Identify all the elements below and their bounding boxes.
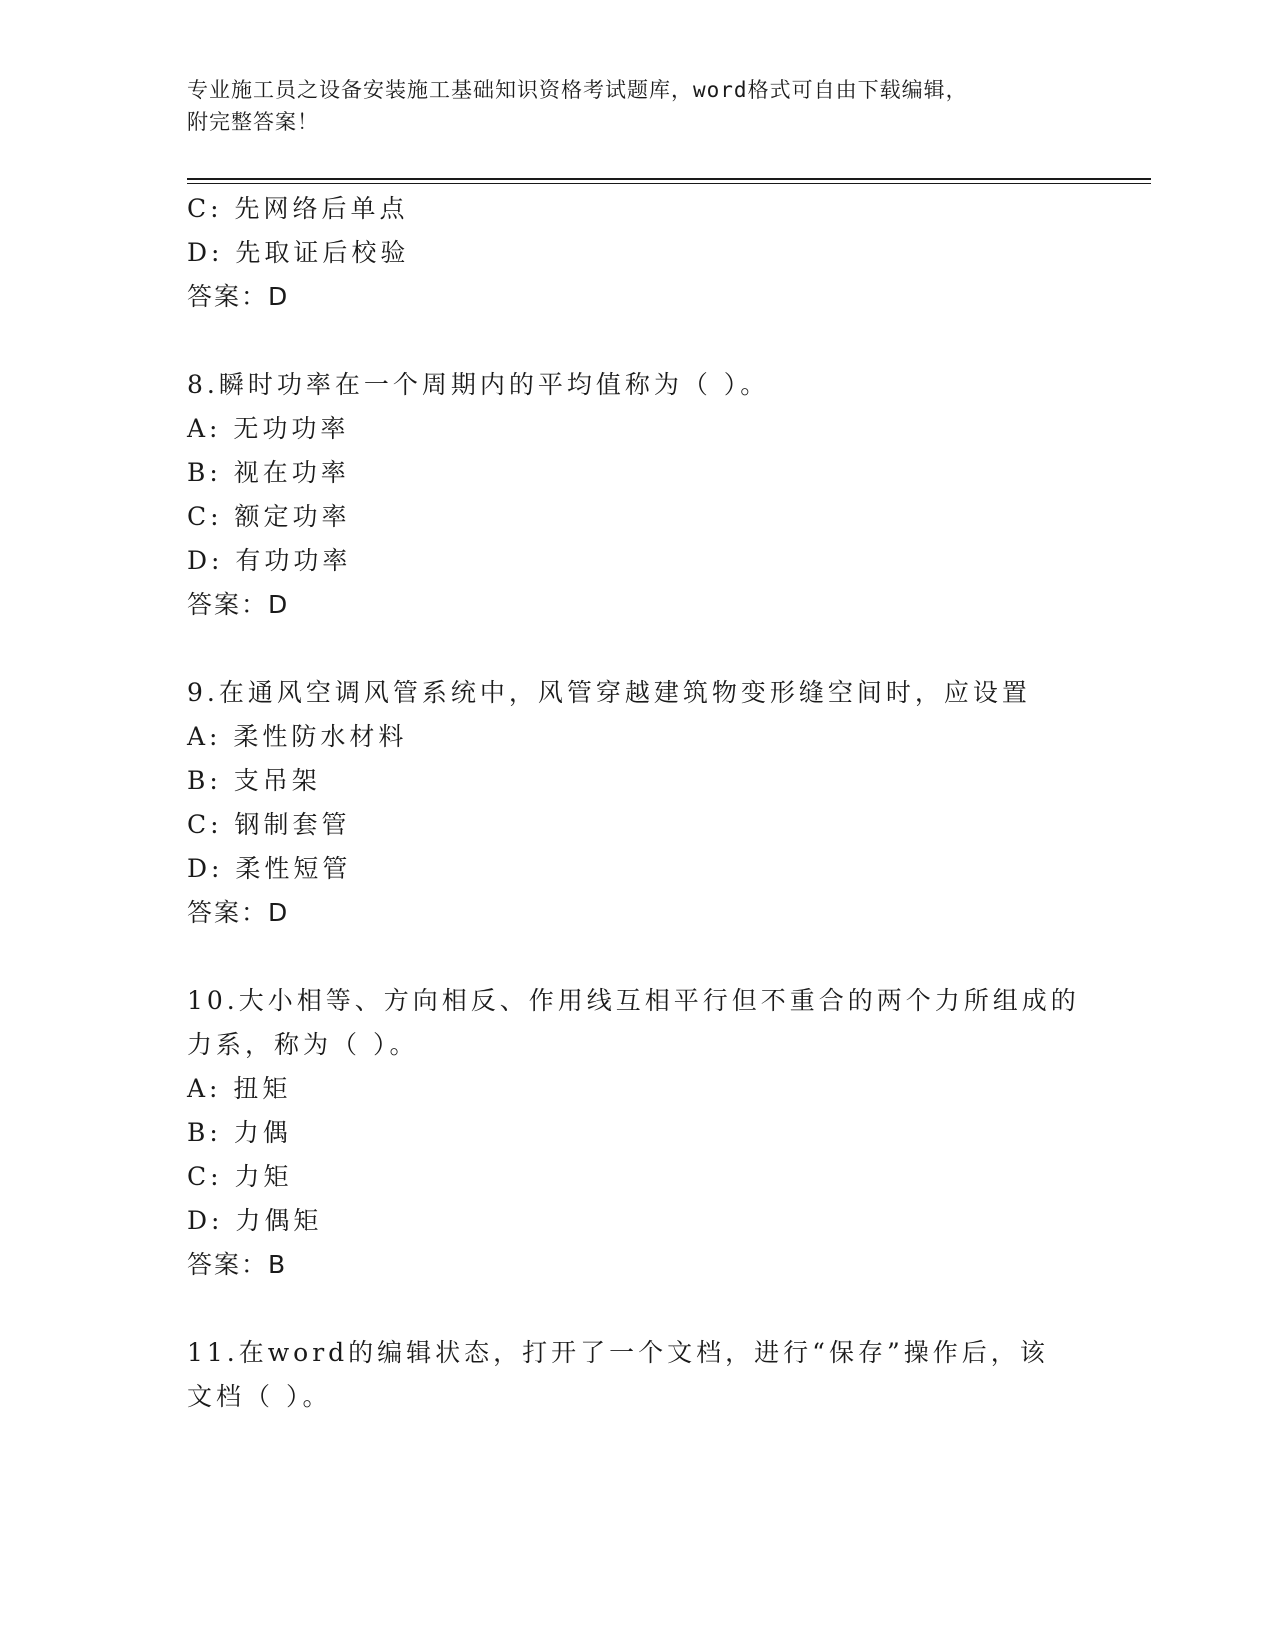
q9-stem: 9.在通风空调风管系统中，风管穿越建筑物变形缝空间时，应设置 [187, 678, 1031, 707]
q10-answer: 答案：B [187, 1250, 288, 1279]
q11-stem-line-1: 11.在word的编辑状态，打开了一个文档，进行“保存”操作后，该 [187, 1338, 1049, 1367]
document-header [187, 74, 1067, 138]
q10-option-d: D: 力偶矩 [187, 1206, 323, 1235]
header-line-1: 专业施工员之设备安装施工基础知识资格考试题库，word格式可自由下载编辑， [187, 78, 968, 102]
header-rule-thick [187, 178, 1151, 180]
header-rule-thin [187, 183, 1151, 184]
q10-option-b: B: 力偶 [187, 1118, 292, 1147]
q7-option-d: D: 先取证后校验 [187, 238, 410, 267]
q9-option-b: B: 支吊架 [187, 766, 321, 795]
q9-option-d: D: 柔性短管 [187, 854, 352, 883]
q8-option-b: B: 视在功率 [187, 458, 350, 487]
header-line-2: 附完整答案！ [187, 110, 319, 134]
q10-stem-line-1: 10.大小相等、方向相反、作用线互相平行但不重合的两个力所组成的 [187, 986, 1080, 1015]
q8-answer: 答案：D [187, 590, 290, 619]
q11-stem-line-2: 文档（ ）。 [187, 1382, 332, 1411]
q8-option-a: A: 无功功率 [187, 414, 350, 443]
q10-option-c: C: 力矩 [187, 1162, 293, 1191]
q8-option-d: D: 有功功率 [187, 546, 352, 575]
q10-stem-line-2: 力系，称为（ ）。 [187, 1030, 419, 1059]
q9-answer: 答案：D [187, 898, 290, 927]
q9-option-a: A: 柔性防水材料 [187, 722, 408, 751]
q8-stem: 8.瞬时功率在一个周期内的平均值称为（ ）。 [187, 370, 770, 399]
q7-answer: 答案：D [187, 282, 290, 311]
q9-option-c: C: 钢制套管 [187, 810, 351, 839]
q10-option-a: A: 扭矩 [187, 1074, 292, 1103]
q7-option-c: C: 先网络后单点 [187, 194, 409, 223]
q8-option-c: C: 额定功率 [187, 502, 351, 531]
